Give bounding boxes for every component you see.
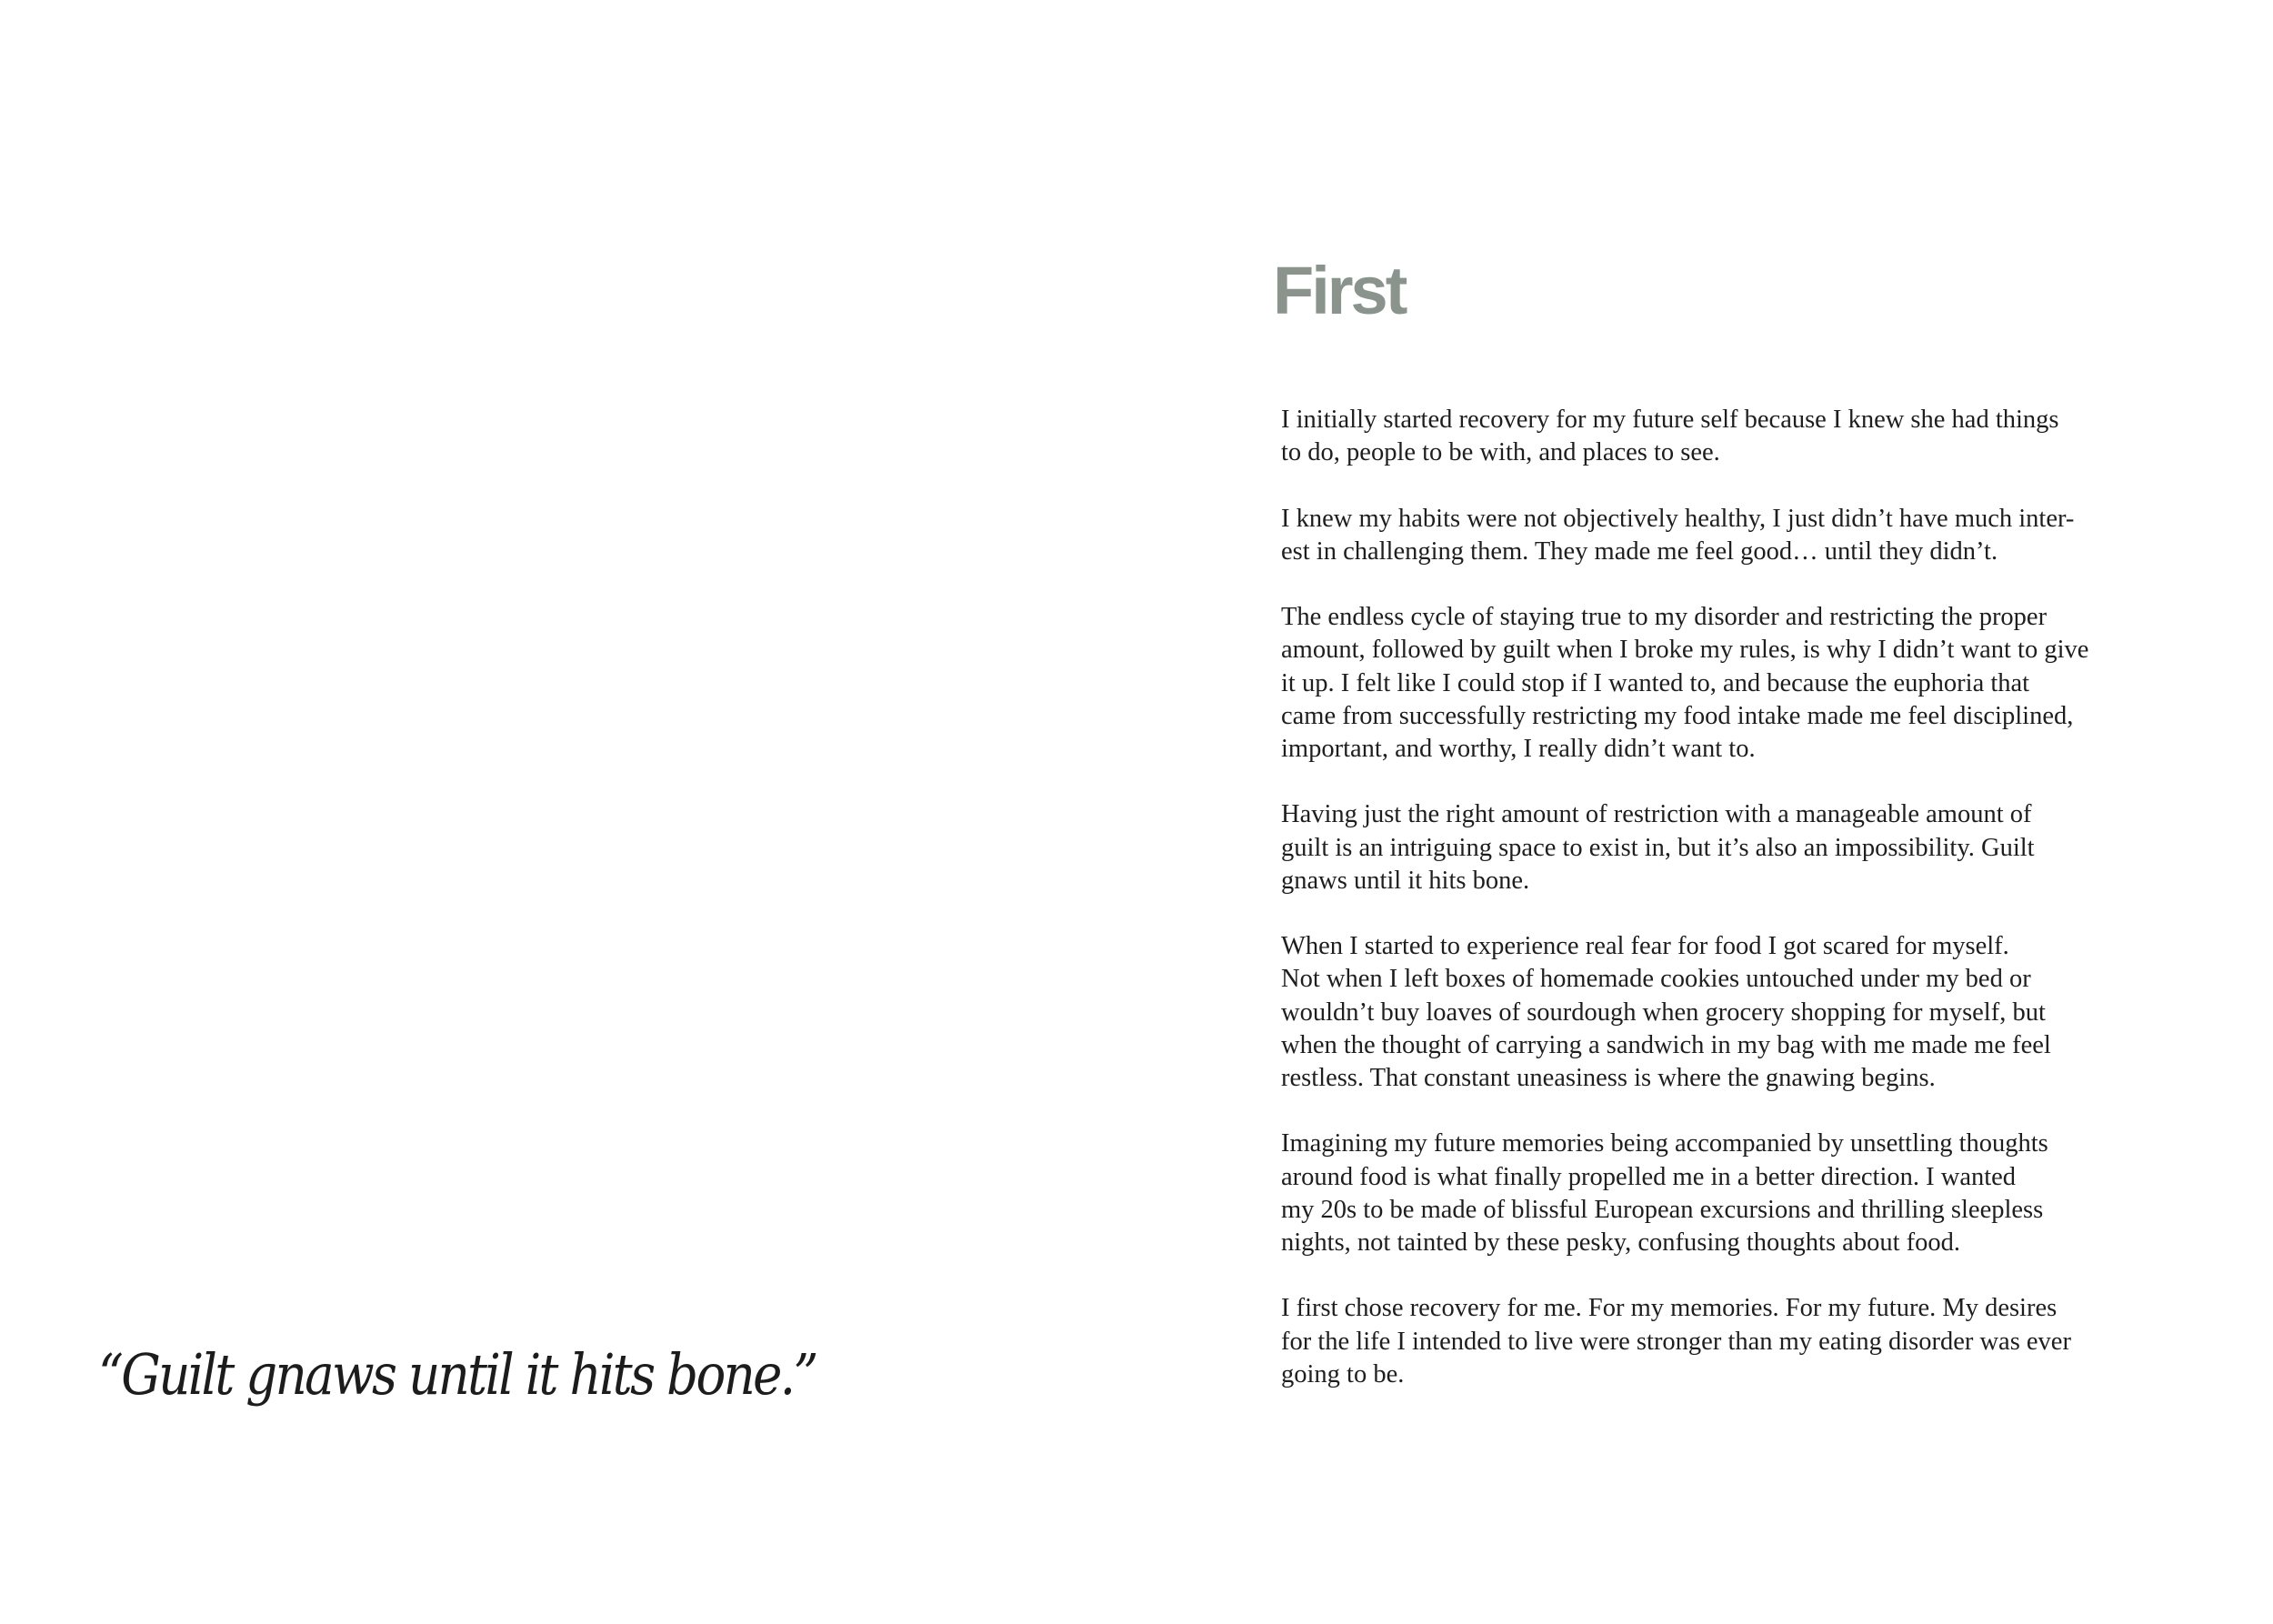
text-line: gnaws until it hits bone.	[1281, 866, 1530, 895]
text-line: guilt is an intriguing space to exist in, but it’s also an impossibility. Guilt	[1281, 833, 2035, 862]
text-line: When I started to experience real fear for food I got scared for myself.	[1281, 932, 2009, 961]
text-line: wouldn’t buy loaves of sourdough when grocery shopping for myself, but	[1281, 997, 2046, 1027]
text-line: for the life I intended to live were stronger than my eating disorder was ever	[1281, 1327, 2071, 1356]
text-line: my 20s to be made of blissful European excursions and thrilling sleepless	[1281, 1195, 2044, 1224]
paragraph	[1281, 1292, 2118, 1391]
body-text	[1281, 404, 2118, 1424]
text-line: I first chose recovery for me. For my memories. For my future. My desires	[1281, 1294, 2058, 1323]
text-line: The endless cycle of staying true to my disorder and restricting the proper	[1281, 603, 2048, 632]
text-line: around food is what finally propelled me in a better direction. I wanted	[1281, 1162, 2017, 1191]
paragraph	[1281, 1128, 2118, 1259]
text-line: amount, followed by guilt when I broke my rules, is why I didn’t want to give	[1281, 636, 2089, 665]
text-line: restless. That constant uneasiness is where the gnawing begins.	[1281, 1064, 1936, 1092]
text-line: Imagining my future memories being accompanied by unsettling thoughts	[1281, 1129, 2048, 1158]
text-line: est in challenging them. They made me feel good… until they didn’t.	[1281, 536, 1998, 566]
text-line: Not when I left boxes of homemade cookies untouched under my bed or	[1281, 965, 2031, 994]
paragraph	[1281, 930, 2118, 1095]
text-line: it up. I felt like I could stop if I wanted to, and because the euphoria that	[1281, 668, 2030, 697]
text-line: nights, not tainted by these pesky, confusing thoughts about food.	[1281, 1228, 1960, 1257]
text-line: Having just the right amount of restriction with a manageable amount of	[1281, 800, 2032, 829]
paragraph	[1281, 503, 2118, 568]
text-line: going to be.	[1281, 1359, 1405, 1388]
text-line: came from successfully restricting my food intake made me feel disciplined,	[1281, 701, 2074, 730]
pull-quote: “Guilt gnaws until it hits bone.”	[98, 1341, 816, 1408]
left-page	[0, 0, 1136, 1624]
text-line: I knew my habits were not objectively healthy, I just didn’t have much inter-	[1281, 504, 2075, 533]
right-page	[1136, 0, 2273, 1624]
text-line: important, and worthy, I really didn’t want to.	[1281, 735, 1756, 763]
chapter-title: First	[1273, 253, 1406, 328]
paragraph	[1281, 601, 2118, 766]
paragraph	[1281, 798, 2118, 897]
text-line: when the thought of carrying a sandwich in my bag with me made me feel	[1281, 1030, 2051, 1059]
text-line: I initially started recovery for my future self because I knew she had things	[1281, 406, 2059, 434]
paragraph	[1281, 404, 2118, 469]
text-line: to do, people to be with, and places to see.	[1281, 438, 1720, 467]
